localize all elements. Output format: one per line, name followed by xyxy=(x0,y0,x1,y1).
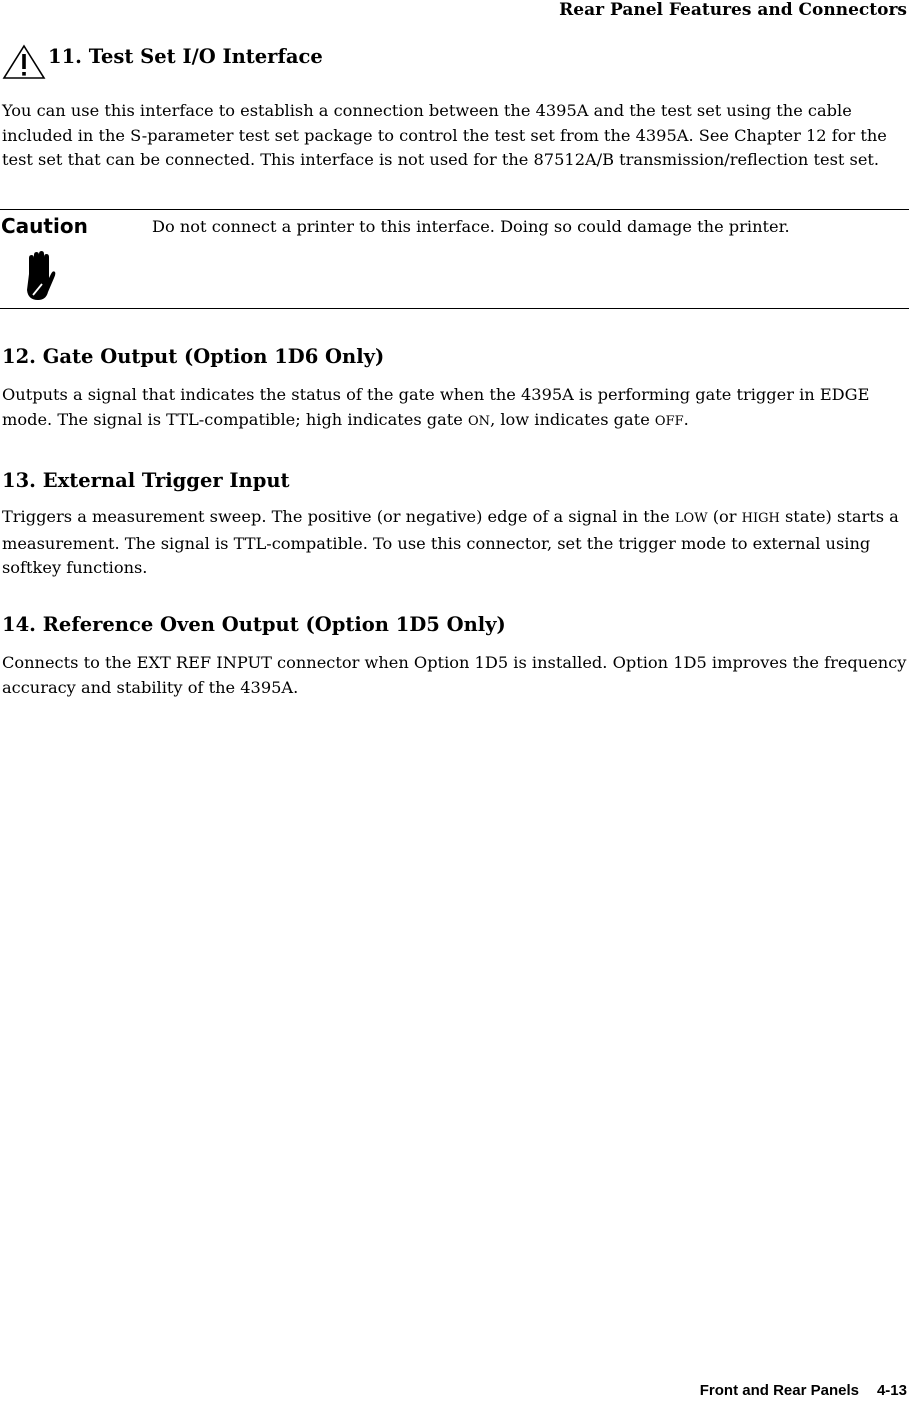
section-13-heading: 13. External Trigger Input xyxy=(2,469,290,492)
section-12-heading: 12. Gate Output (Option 1D6 Only) xyxy=(2,345,385,368)
section-11-title: 11. Test Set I/O Interface xyxy=(48,45,323,68)
caution-hand-icon xyxy=(22,250,56,304)
warning-triangle-icon xyxy=(2,44,46,80)
running-head: Rear Panel Features and Connectors xyxy=(559,0,907,20)
gate-off-key: OFF xyxy=(654,413,684,429)
section-12-text-3: . xyxy=(683,409,689,429)
caution-bottom-rule xyxy=(0,308,909,309)
low-key: LOW xyxy=(674,511,708,526)
section-13-text-2: (or xyxy=(707,507,742,526)
section-12-text-1: Outputs a signal that indicates the status of the gate when the 4395A is performing gate trigger in EDGE mode. The signal is TTL-compatible; high indicates gate xyxy=(2,385,870,429)
caution-text: Do not connect a printer to this interface. Doing so could damage the printer. xyxy=(152,217,790,236)
section-13-text-3: state) starts a measurement. The signal is TTL-compatible. To use this connector, set the trigger mode to external using softkey functions. xyxy=(2,507,899,577)
section-14-heading: 14. Reference Oven Output (Option 1D5 Only) xyxy=(2,613,506,636)
caution-label: Caution xyxy=(1,214,88,238)
footer-chapter: Front and Rear Panels xyxy=(699,1382,859,1399)
footer-page-number: 4-13 xyxy=(876,1382,907,1399)
high-key: HIGH xyxy=(741,511,780,526)
section-11-body: You can use this interface to establish a connection between the 4395A and the test set using the cable included in the S-parameter test set package to control the test set from the 4395A. See Chapter 12 for the test set that can be connected. This interface is not used for the 87512A/B transmission/reflection test set. xyxy=(2,101,887,169)
caution-top-rule xyxy=(0,209,909,210)
section-13-body xyxy=(2,505,907,581)
page-footer xyxy=(700,1381,907,1401)
section-12-text-2: , low indicates gate xyxy=(490,409,655,429)
section-14-body: Connects to the EXT REF INPUT connector when Option 1D5 is installed. Option 1D5 improves the frequency accuracy and stability of the 4395A. xyxy=(2,653,907,697)
section-11-heading xyxy=(2,44,323,80)
section-13-text-1: Triggers a measurement sweep. The positive (or negative) edge of a signal in the xyxy=(2,507,675,526)
section-12-body xyxy=(2,383,907,434)
gate-on-key: ON xyxy=(468,413,491,429)
